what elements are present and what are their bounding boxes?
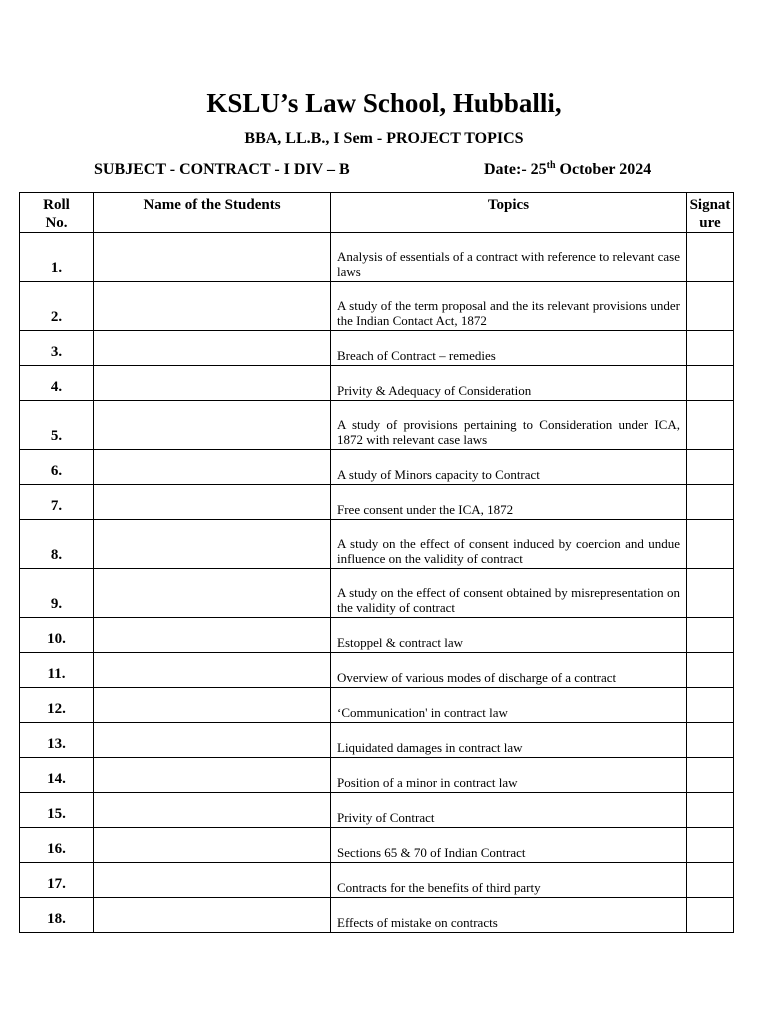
column-header-name: Name of the Students	[94, 193, 331, 233]
signature-header-label: Signat ure	[689, 197, 731, 231]
topic-cell: Privity & Adequacy of Consideration	[331, 366, 687, 401]
topic-cell: Liquidated damages in contract law	[331, 723, 687, 758]
table-row	[20, 793, 734, 828]
topic-cell: A study on the effect of consent induced by coercion and undue influence on the validity of contract	[331, 520, 687, 569]
roll-number-cell: 18.	[20, 898, 94, 933]
student-name-cell[interactable]	[94, 618, 331, 653]
topic-cell: A study of Minors capacity to Contract	[331, 450, 687, 485]
roll-number-cell: 11.	[20, 653, 94, 688]
roll-number-cell: 6.	[20, 450, 94, 485]
student-name-cell[interactable]	[94, 723, 331, 758]
topic-cell: Position of a minor in contract law	[331, 758, 687, 793]
student-name-cell[interactable]	[94, 450, 331, 485]
date-line	[484, 159, 651, 181]
student-name-cell[interactable]	[94, 520, 331, 569]
student-name-cell[interactable]	[94, 758, 331, 793]
table-row	[20, 653, 734, 688]
roll-number-cell: 12.	[20, 688, 94, 723]
topic-cell: Privity of Contract	[331, 793, 687, 828]
roll-header-label: Roll No.	[43, 197, 70, 231]
table-row	[20, 863, 734, 898]
topic-cell: A study on the effect of consent obtained by misrepresentation on the validity of contract	[331, 569, 687, 618]
topic-cell: A study of provisions pertaining to Consideration under ICA, 1872 with relevant case laws	[331, 401, 687, 450]
topic-cell: A study of the term proposal and the its relevant provisions under the Indian Contact Act, 1872	[331, 282, 687, 331]
topic-cell: Analysis of essentials of a contract with reference to relevant case laws	[331, 233, 687, 282]
table-row	[20, 450, 734, 485]
signature-cell[interactable]	[687, 723, 734, 758]
student-name-cell[interactable]	[94, 331, 331, 366]
table-row	[20, 366, 734, 401]
signature-cell[interactable]	[687, 618, 734, 653]
student-name-cell[interactable]	[94, 401, 331, 450]
roll-number-cell: 1.	[20, 233, 94, 282]
project-topics-table	[19, 192, 734, 933]
roll-number-cell: 2.	[20, 282, 94, 331]
topic-cell: ‘Communication' in contract law	[331, 688, 687, 723]
signature-cell[interactable]	[687, 450, 734, 485]
table-row	[20, 485, 734, 520]
signature-cell[interactable]	[687, 653, 734, 688]
column-header-signature	[687, 193, 734, 233]
signature-cell[interactable]	[687, 828, 734, 863]
table-row	[20, 898, 734, 933]
student-name-cell[interactable]	[94, 688, 331, 723]
student-name-cell[interactable]	[94, 485, 331, 520]
roll-number-cell: 7.	[20, 485, 94, 520]
signature-cell[interactable]	[687, 520, 734, 569]
signature-cell[interactable]	[687, 688, 734, 723]
roll-number-cell: 13.	[20, 723, 94, 758]
roll-number-cell: 4.	[20, 366, 94, 401]
student-name-cell[interactable]	[94, 569, 331, 618]
student-name-cell[interactable]	[94, 653, 331, 688]
document-title: KSLU’s Law School, Hubballi,	[206, 88, 562, 118]
signature-cell[interactable]	[687, 863, 734, 898]
student-name-cell[interactable]	[94, 863, 331, 898]
student-name-cell[interactable]	[94, 366, 331, 401]
roll-number-cell: 10.	[20, 618, 94, 653]
date-ordinal: th	[546, 160, 556, 171]
table-header-row	[20, 193, 734, 233]
topic-cell: Overview of various modes of discharge of a contract	[331, 653, 687, 688]
column-header-topic: Topics	[331, 193, 687, 233]
signature-cell[interactable]	[687, 758, 734, 793]
roll-number-cell: 17.	[20, 863, 94, 898]
column-header-roll	[20, 193, 94, 233]
table-row	[20, 520, 734, 569]
topic-cell: Free consent under the ICA, 1872	[331, 485, 687, 520]
signature-cell[interactable]	[687, 793, 734, 828]
signature-cell[interactable]	[687, 331, 734, 366]
roll-number-cell: 8.	[20, 520, 94, 569]
student-name-cell[interactable]	[94, 233, 331, 282]
date-month-year: October 2024	[555, 161, 652, 178]
document-subtitle: BBA, LL.B., I Sem - PROJECT TOPICS	[244, 130, 524, 147]
signature-cell[interactable]	[687, 485, 734, 520]
table-row	[20, 401, 734, 450]
table-row	[20, 828, 734, 863]
signature-cell[interactable]	[687, 898, 734, 933]
table-row	[20, 723, 734, 758]
student-name-cell[interactable]	[94, 898, 331, 933]
signature-cell[interactable]	[687, 233, 734, 282]
signature-cell[interactable]	[687, 366, 734, 401]
topic-cell: Breach of Contract – remedies	[331, 331, 687, 366]
topic-cell: Sections 65 & 70 of Indian Contract	[331, 828, 687, 863]
table-row	[20, 758, 734, 793]
roll-number-cell: 5.	[20, 401, 94, 450]
subject-line: SUBJECT - CONTRACT - I DIV – B	[94, 161, 350, 178]
signature-cell[interactable]	[687, 569, 734, 618]
topic-cell: Effects of mistake on contracts	[331, 898, 687, 933]
student-name-cell[interactable]	[94, 793, 331, 828]
topic-cell: Estoppel & contract law	[331, 618, 687, 653]
signature-cell[interactable]	[687, 282, 734, 331]
student-name-cell[interactable]	[94, 282, 331, 331]
roll-number-cell: 16.	[20, 828, 94, 863]
student-name-cell[interactable]	[94, 828, 331, 863]
signature-cell[interactable]	[687, 401, 734, 450]
date-prefix: Date:- 25	[484, 161, 547, 178]
roll-number-cell: 15.	[20, 793, 94, 828]
roll-number-cell: 14.	[20, 758, 94, 793]
table-row	[20, 331, 734, 366]
table-row	[20, 282, 734, 331]
roll-number-cell: 3.	[20, 331, 94, 366]
table-row	[20, 618, 734, 653]
table-row	[20, 569, 734, 618]
topic-cell: Contracts for the benefits of third party	[331, 863, 687, 898]
table-row	[20, 688, 734, 723]
table-row	[20, 233, 734, 282]
roll-number-cell: 9.	[20, 569, 94, 618]
table-body	[20, 233, 734, 933]
